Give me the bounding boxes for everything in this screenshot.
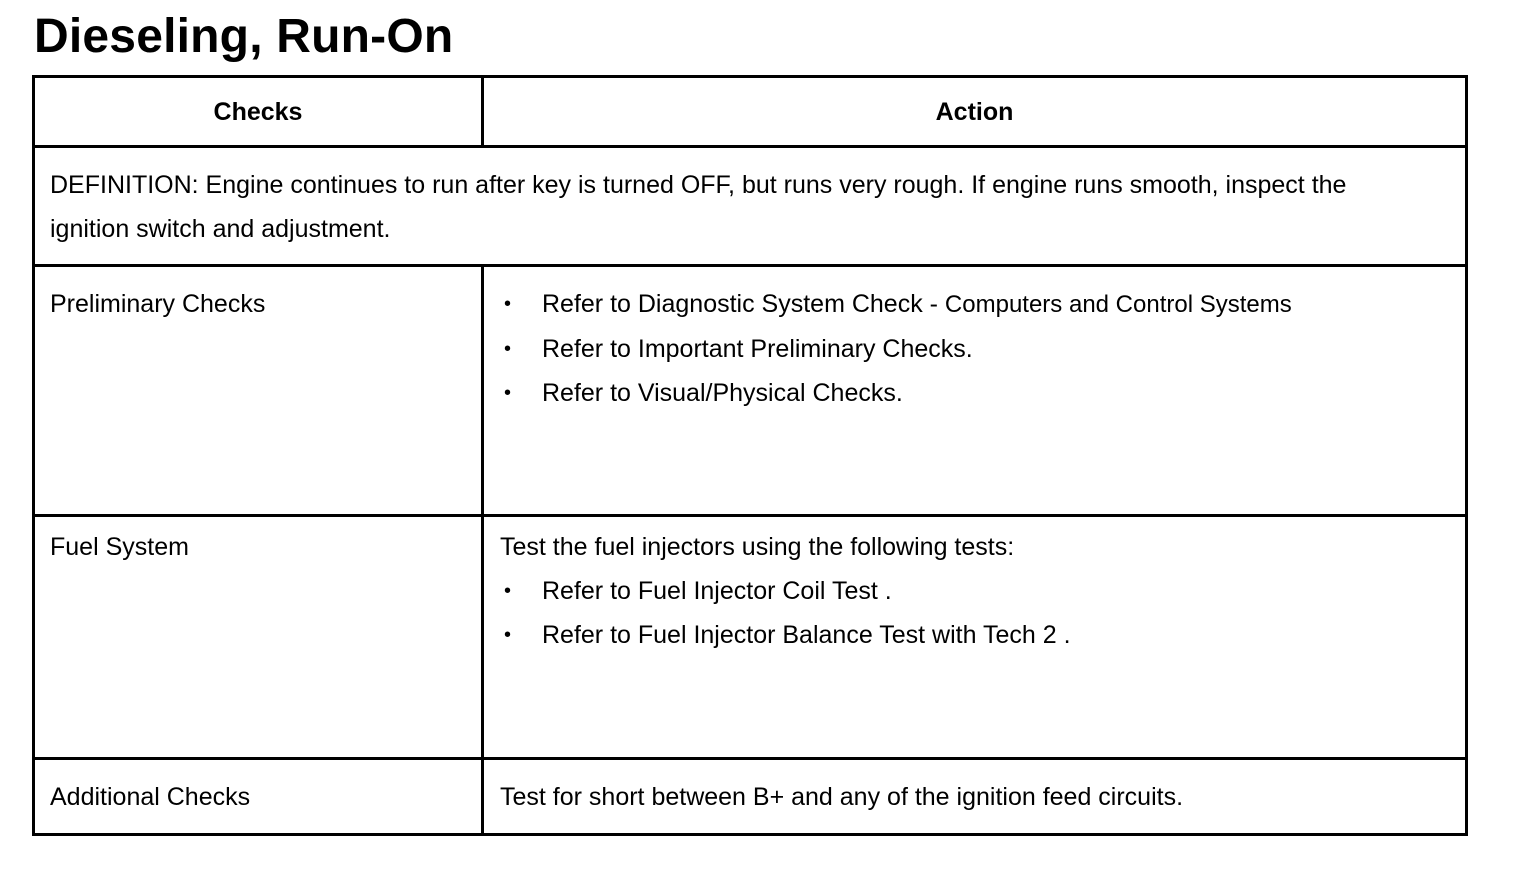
table-rule-header	[32, 145, 1468, 148]
list-item-text: Refer to Visual/Physical Checks.	[542, 379, 903, 407]
list-item-suffix: Computers and Control Systems	[944, 291, 1292, 318]
diagnostic-table	[32, 75, 1468, 836]
column-header-action: Action	[935, 98, 1014, 126]
list-item-text: Refer to Important Preliminary Checks.	[542, 335, 973, 363]
page-title: Dieseling, Run-On	[34, 10, 454, 63]
table-border-left	[32, 75, 35, 836]
bullet-icon: •	[504, 338, 512, 360]
check-label-additional: Additional Checks	[50, 783, 251, 811]
table-divider-body	[481, 264, 484, 836]
bullet-icon: •	[504, 382, 512, 404]
action-list-fuel-system	[502, 569, 1452, 657]
check-label-preliminary: Preliminary Checks	[50, 290, 266, 318]
list-item	[502, 327, 1452, 371]
action-intro-fuel-system: Test the fuel injectors using the following tests:	[500, 533, 1015, 561]
table-rule-preliminary	[32, 514, 1468, 517]
list-item	[502, 613, 1452, 657]
list-item-text: Refer to Diagnostic System Check -	[542, 290, 945, 318]
table-border-right	[1465, 75, 1468, 836]
bullet-icon: •	[504, 293, 512, 315]
action-list-preliminary	[502, 282, 1452, 415]
bullet-icon: •	[504, 624, 512, 646]
list-item	[502, 282, 1452, 327]
check-label-fuel-system: Fuel System	[50, 533, 189, 561]
table-border-bottom	[32, 833, 1468, 836]
list-item-text: Refer to Fuel Injector Balance Test with Tech 2 .	[542, 621, 1071, 649]
definition-text: DEFINITION: Engine continues to run after key is turned OFF, but runs very rough. If engine runs smooth, inspect the ignition switch and adjustment.	[50, 171, 1347, 243]
column-header-checks: Checks	[213, 98, 303, 126]
list-item-text: Refer to Fuel Injector Coil Test .	[542, 577, 892, 605]
table-rule-fuel	[32, 757, 1468, 760]
list-item	[502, 569, 1452, 613]
bullet-icon: •	[504, 580, 512, 602]
action-text-additional: Test for short between B+ and any of the ignition feed circuits.	[500, 783, 1184, 811]
table-rule-definition	[32, 264, 1468, 267]
list-item	[502, 371, 1452, 415]
